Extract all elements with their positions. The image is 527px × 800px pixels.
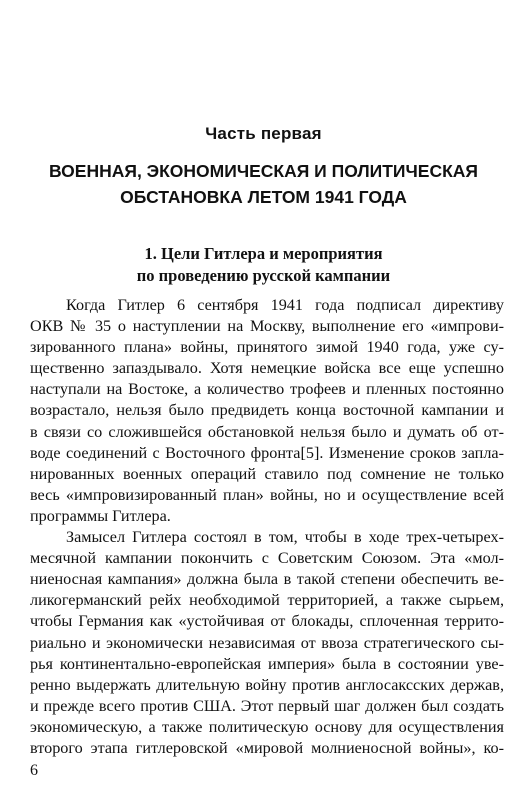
- text-line: щественно запаздывало. Хотя немецкие войска все еще успешно: [30, 359, 504, 378]
- text-line: ОКВ № 35 о наступлении на Москву, выполнение его «импрови-: [30, 317, 504, 336]
- text-line: второго этапа гитлеровской «мировой молниеносной войны», ко-: [30, 738, 504, 757]
- body-text: [30, 295, 504, 759]
- page-number: 6: [30, 762, 38, 779]
- text-line: ликогерманский рейх необходимой территорией, а также сырьем,: [30, 591, 504, 610]
- text-line: наступали на Востоке, а количество трофеев и пленных постоянно: [30, 380, 504, 399]
- text-line: чтобы Германия как «устойчивая от блокады, сплоченная террито-: [30, 612, 504, 631]
- text-line: программы Гитлера.: [30, 506, 171, 525]
- chapter-title-line: ВОЕННАЯ, ЭКОНОМИЧЕСКАЯ И ПОЛИТИЧЕСКАЯ: [48, 161, 479, 181]
- text-line: в связи со сложившейся обстановкой нельзя было и думать об от-: [30, 422, 504, 441]
- text-line: риально и экономически независимая от ввоза стратегического сы-: [30, 633, 504, 652]
- part-title: Часть первая: [205, 124, 322, 143]
- section-title-line: 1. Цели Гитлера и мероприятия: [144, 244, 383, 263]
- text-line: зированного плана» войны, принятого зимой 1940 года, уже су-: [30, 338, 504, 357]
- text-line: месячной кампании покончить с Советским Союзом. Эта «мол-: [30, 549, 504, 568]
- text-line: ренно выдержать длительную войну против англосаксских держав,: [30, 675, 504, 694]
- text-line: экономическую, а также политическую основу для осуществления: [30, 717, 504, 736]
- text-line: рья континентально-европейская империя» была в состоянии уве-: [30, 654, 504, 673]
- text-line: ниеносная кампания» должна была в такой степени обеспечить ве-: [30, 570, 504, 589]
- paragraph-2: [30, 527, 504, 759]
- chapter-title: [20, 158, 507, 210]
- text-line: возрастало, нельзя было предвидеть конца восточной кампании и: [30, 401, 504, 420]
- text-line: Замысел Гитлера состоял в том, чтобы в ходе трех-четырех-: [66, 528, 504, 547]
- chapter-title-line: ОБСТАНОВКА ЛЕТОМ 1941 ГОДА: [120, 187, 407, 207]
- text-line: нированных военных операций ставило под сомнение не только: [30, 464, 504, 483]
- paragraph-1: [30, 295, 504, 527]
- text-line: Когда Гитлер 6 сентября 1941 года подписал директиву: [66, 296, 504, 314]
- section-title-line: по проведению русской кампании: [136, 266, 391, 285]
- text-line: воде соединений с Восточного фронта[5]. Изменение сроков запла-: [30, 443, 504, 462]
- text-line: и прежде всего против США. Этот первый шаг должен был создать: [30, 696, 504, 715]
- text-line: весь «импровизированный план» войны, но и осуществление всей: [30, 485, 504, 504]
- section-title: [20, 243, 507, 287]
